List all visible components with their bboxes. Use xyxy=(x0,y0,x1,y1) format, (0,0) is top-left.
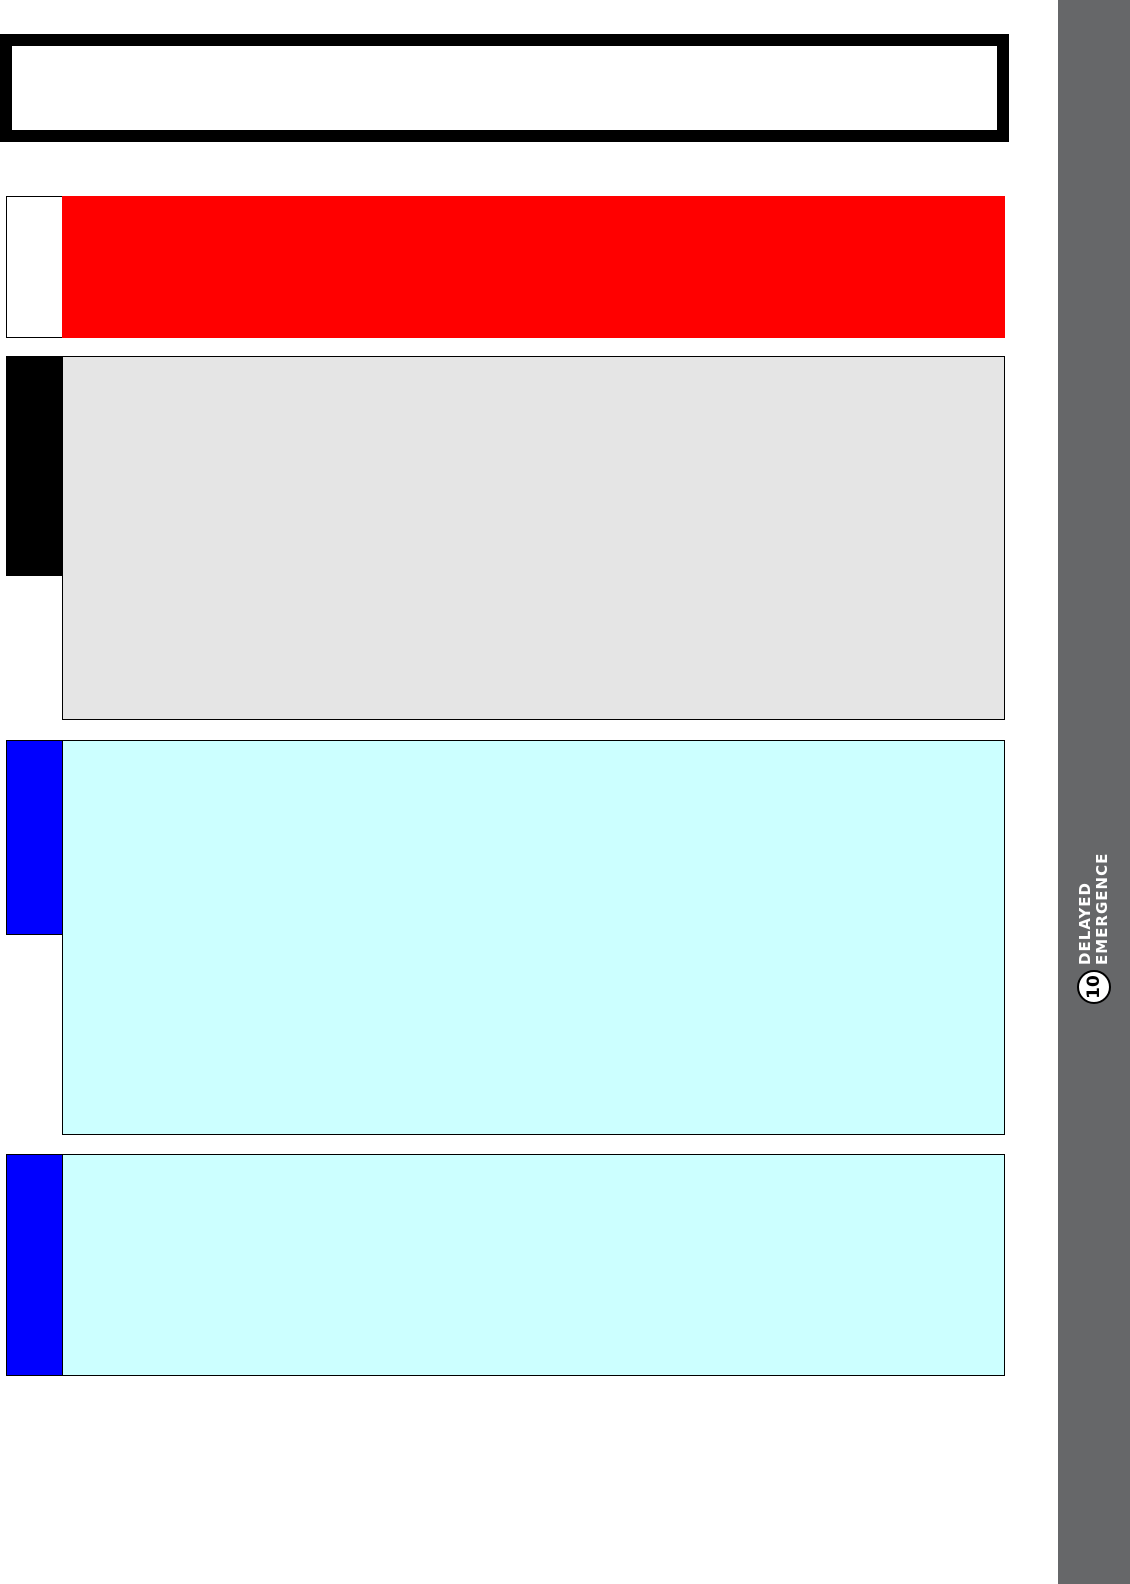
section-title-line-1: DELAYED xyxy=(1076,882,1094,965)
side-tab-strip xyxy=(1058,0,1130,1584)
section-title-line-2: EMERGENCE xyxy=(1093,852,1111,965)
row-cyan-1 xyxy=(6,740,1005,1135)
section-tab-label[interactable] xyxy=(1077,853,1111,1004)
title-box xyxy=(0,34,1009,142)
red-panel xyxy=(62,196,1005,338)
row-gray-tab xyxy=(6,356,63,576)
gray-panel xyxy=(62,356,1005,720)
row-cyan-1-tab xyxy=(6,740,63,935)
section-title xyxy=(1077,853,1111,965)
cyan-panel-2 xyxy=(62,1154,1005,1376)
row-gray xyxy=(6,356,1005,720)
row-cyan-2 xyxy=(6,1154,1005,1376)
section-number-badge: 10 xyxy=(1077,970,1111,1004)
cyan-panel-1 xyxy=(62,740,1005,1135)
row-red xyxy=(6,196,1005,338)
row-red-tab xyxy=(6,196,63,338)
row-cyan-2-tab xyxy=(6,1154,63,1376)
